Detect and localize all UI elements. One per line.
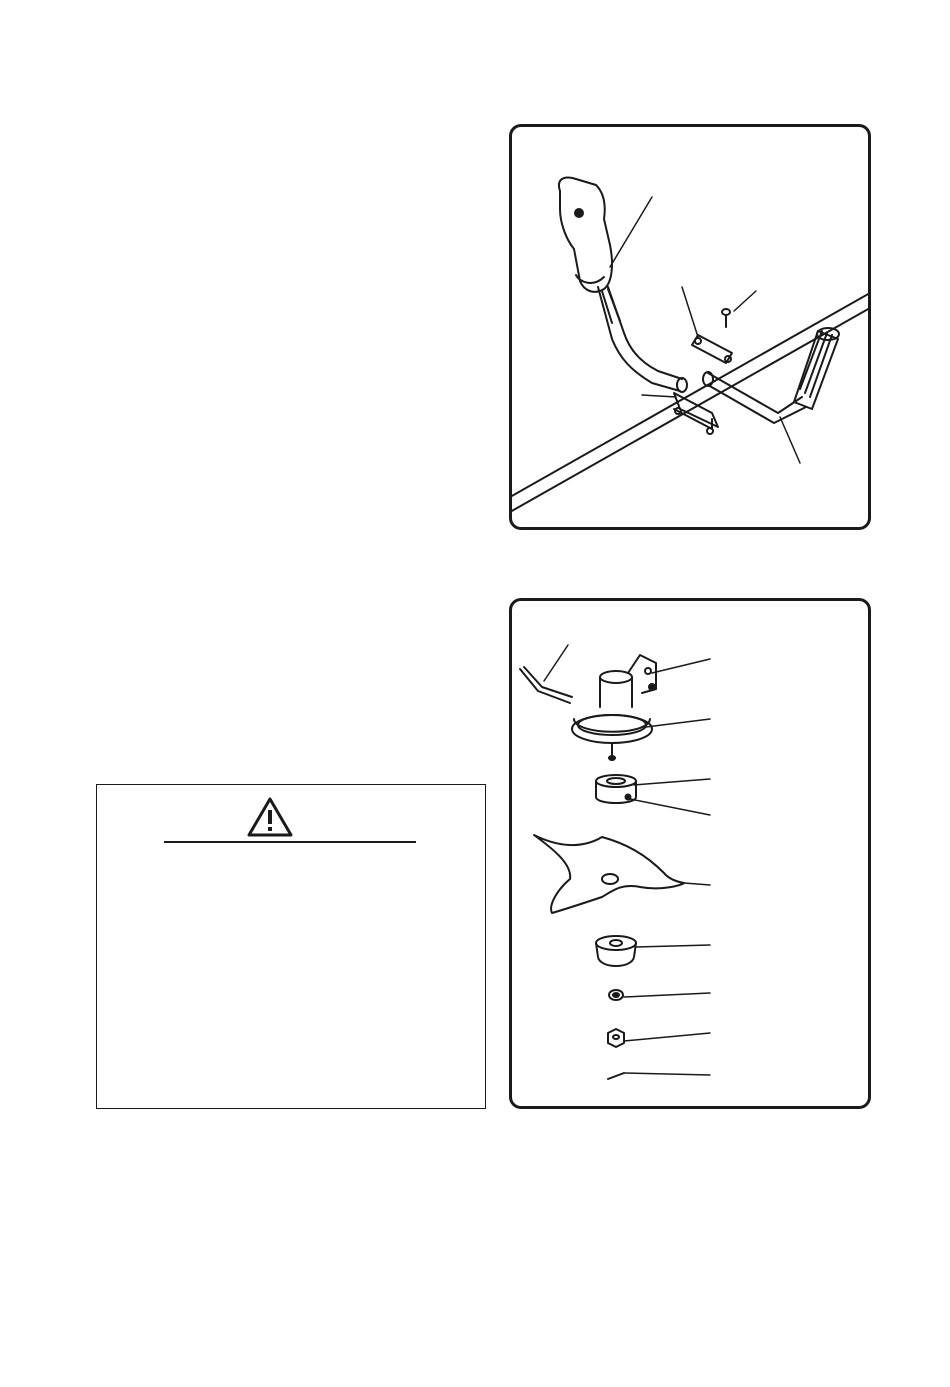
bolt	[722, 309, 730, 327]
warning-triangle-icon	[245, 795, 295, 839]
nut	[608, 1029, 624, 1047]
blade-assembly-drawing	[512, 601, 868, 1106]
blade-assembly-figure	[509, 598, 871, 1109]
upper-clamp	[692, 335, 732, 363]
handle-assembly-drawing	[512, 127, 868, 527]
holder-lower	[596, 936, 636, 966]
hex-wrench	[520, 667, 572, 703]
cotter-pin	[608, 1073, 624, 1079]
washer	[609, 990, 623, 1000]
gear-case-flange	[572, 715, 652, 760]
warning-box	[96, 784, 486, 1109]
lower-clamp	[674, 393, 718, 434]
three-tooth-blade	[534, 835, 684, 913]
gear-head	[600, 655, 656, 707]
warning-heading-rule	[164, 841, 416, 843]
grip-handle	[559, 178, 687, 393]
handle-assembly-figure	[509, 124, 871, 530]
